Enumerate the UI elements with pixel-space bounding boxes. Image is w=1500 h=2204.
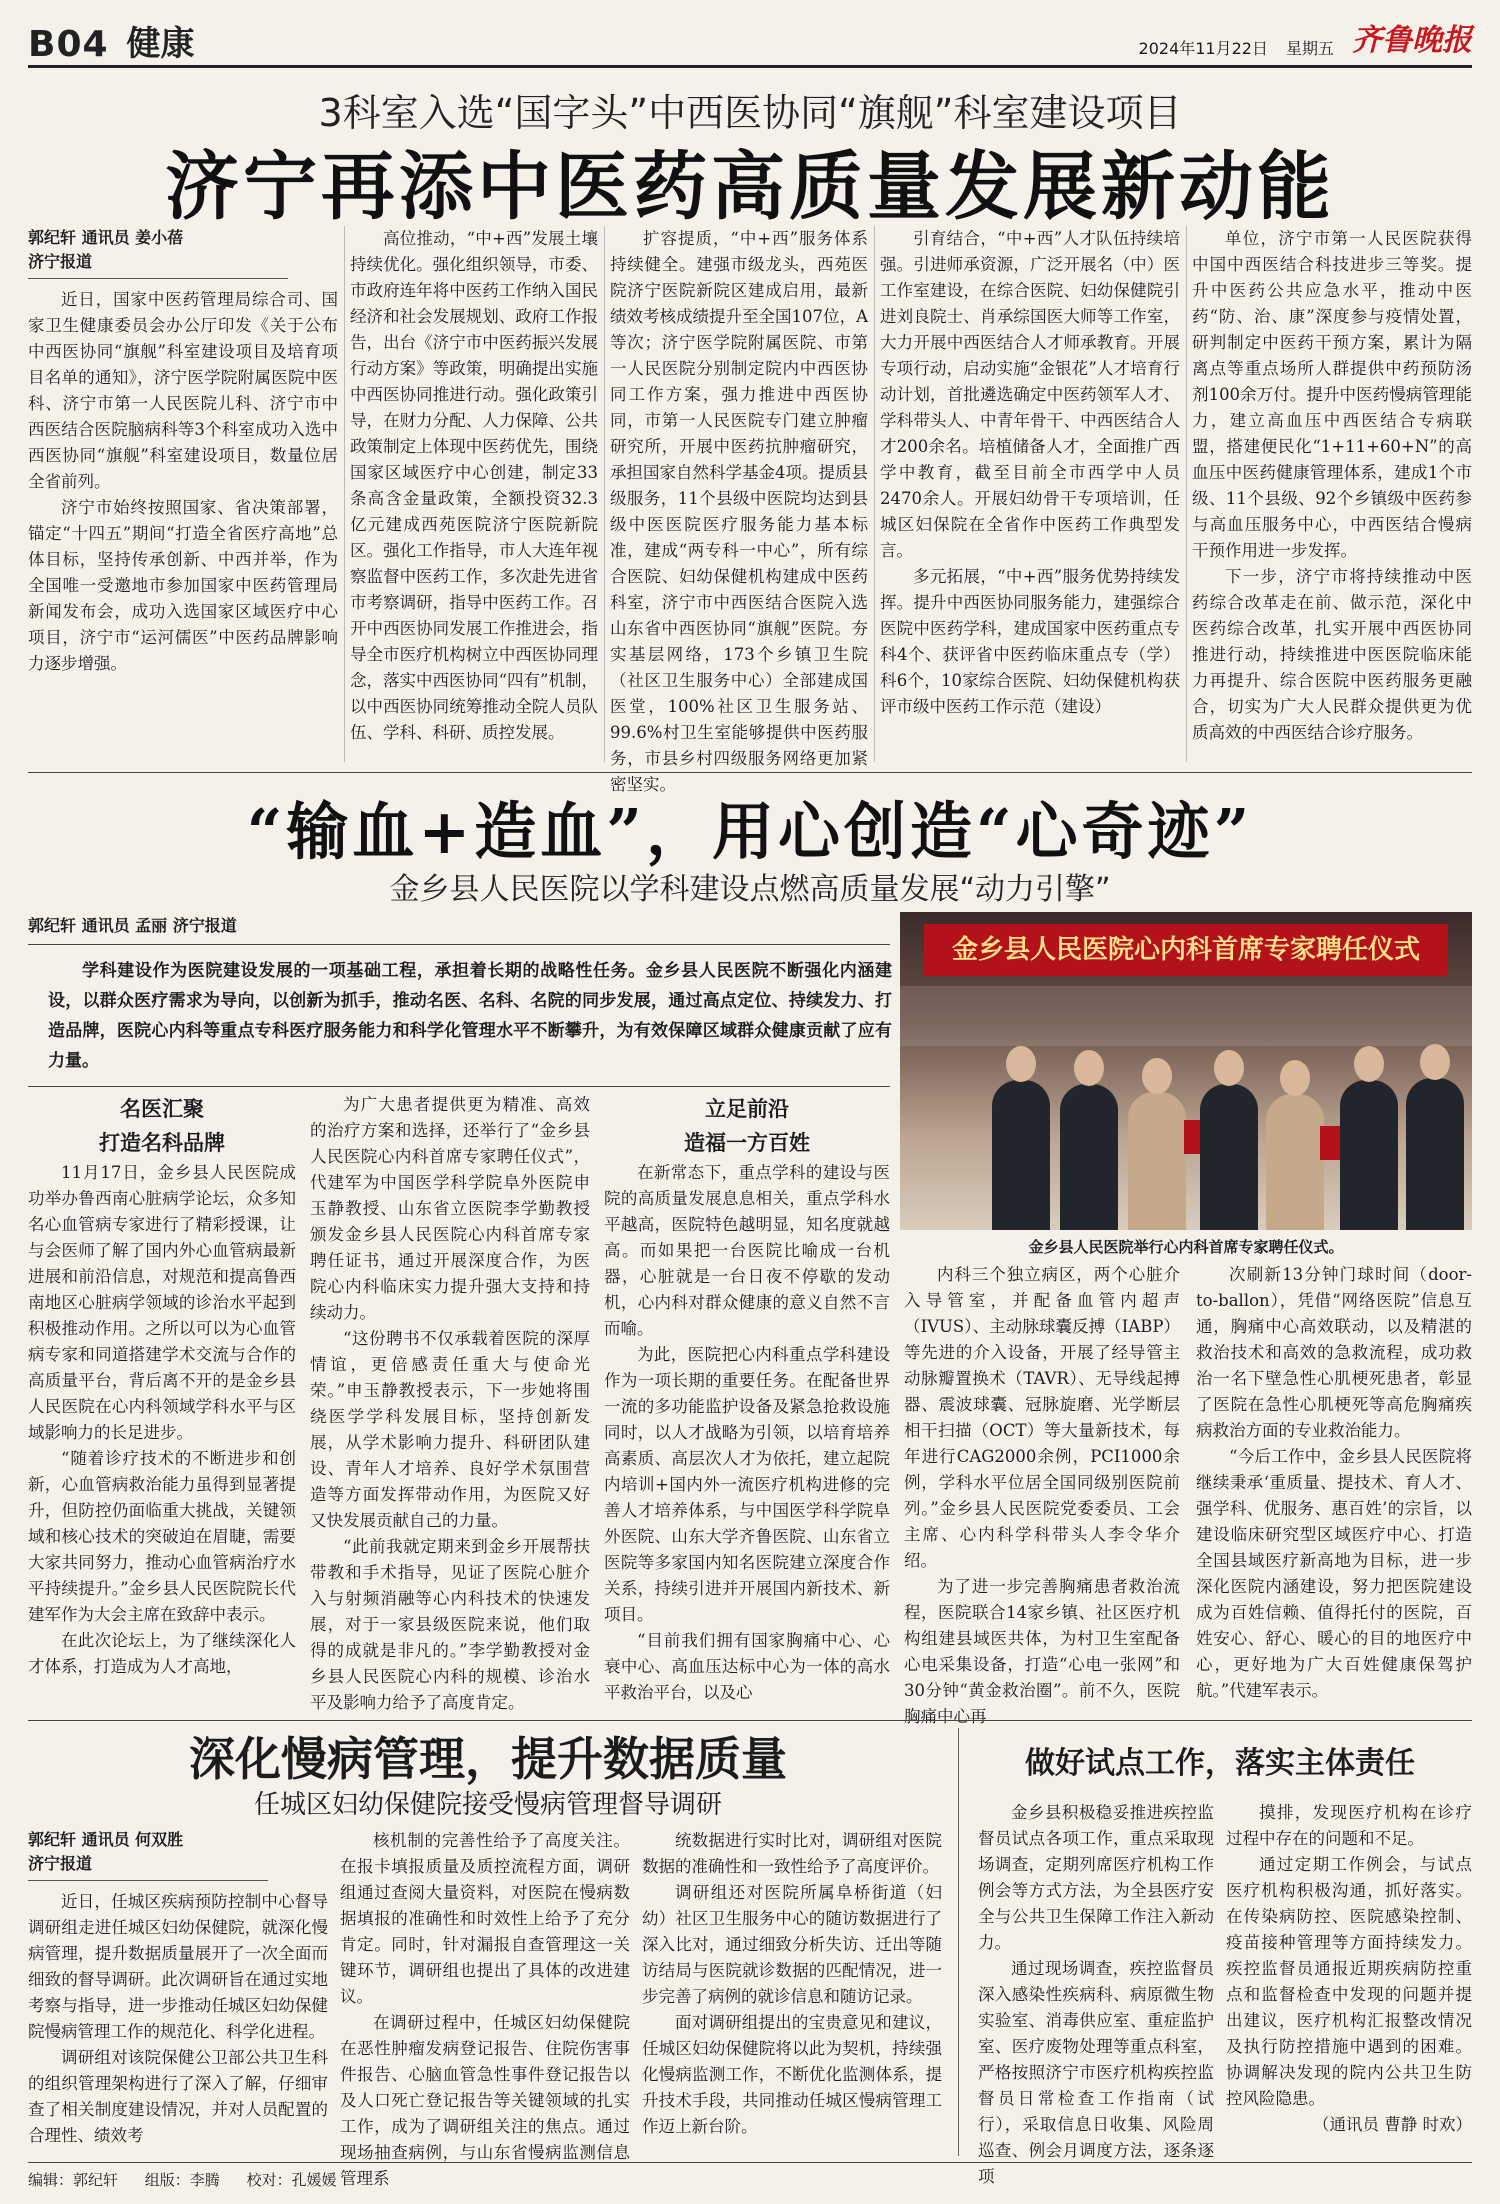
paragraph: 在新常态下，重点学科的建设与医院的高质量发展息息相关，重点学科水平越高，医院特色越明显，知名度就越高。而如果把一台医院比喻成一台机器，心脏就是一台日夜不停歇的发动机，心内科对群众健康的意义自然不言而喻。 <box>604 1163 890 1338</box>
paragraph: 内科三个独立病区，两个心脏介入导管室，并配备血管内超声（IVUS）、主动脉球囊反搏（IABP）等先进的介入设备，开展了经导管主动脉瓣置换术（TAVR）、无导线起搏器、震波球囊、冠脉旋磨、光学断层相干扫描（OCT）等大量新技术，每年进行CAG2000余例，PCI1000余例，学科水平位居全国同级别医院前列。”金乡县人民医院党委委员、工会主席、心内科学科带头人李令华介绍。 <box>904 1265 1180 1570</box>
article2-column-3 <box>604 1092 890 1712</box>
paragraph: “目前我们拥有国家胸痛中心、心衰中心、高血压达标中心为一体的高水平救治平台，以及心 <box>604 1631 890 1702</box>
article1-byline: 郭纪轩 通讯员 姜小蓓 <box>28 228 184 247</box>
person-figure <box>1266 1094 1324 1230</box>
article3-column-1 <box>28 1828 328 2156</box>
article1-column-5 <box>1192 226 1472 766</box>
section-title: 健康 <box>126 24 195 64</box>
brand-logo: 齐鲁晚报 <box>1352 23 1472 58</box>
paragraph: 调研组还对医院所属阜桥街道（妇幼）社区卫生服务中心的随访数据进行了深入比对，通过细致分析失访、迁出等随访结局与医院就诊数据的匹配情况，进一步完善了病例的就诊信息和随访记录。 <box>642 1883 942 2006</box>
paragraph: 为此，医院把心内科重点学科建设作为一项长期的重要任务。在配备世界一流的多功能监护设备及紧急抢救设施同时，以人才战略为引领，以培育培养高素质、高层次人才为依托，建立起院内培训+国内外一流医疗机构进修的完善人才培养体系，与中国医学科学院阜外医院、山东大学齐鲁医院、山东省立医院等多家国内知名医院建立深度合作关系，持续引进并开展国内新技术、新项目。 <box>604 1345 890 1624</box>
article4-headline: 做好试点工作，落实主体责任 <box>1025 1746 1415 1781</box>
article2-column-2 <box>310 1092 590 1712</box>
paragraph: 多元拓展，“中+西”服务优势持续发挥。提升中西医协同服务能力，建强综合医院中医药学科，建成国家中医药重点专科4个、获评省中医药临床重点专（学）科6个，10家综合医院、妇幼保健机构获评市级中医药工作示范（建设） <box>880 567 1180 716</box>
footer-proof: 校对：孔媛媛 <box>246 2171 337 2189</box>
article1-column-1 <box>28 226 338 766</box>
masthead <box>28 8 1472 68</box>
paragraph: 在调研过程中，任城区妇幼保健院在恶性肿瘤发病登记报告、住院伤害事件报告、心脑血管急性事件登记报告以及人口死亡登记报告等关键领域的扎实工作，成为了调研组关注的焦点。通过现场抽查病例，与山东省慢病监测信息管理系 <box>340 2013 630 2188</box>
paragraph: 济宁市始终按照国家、省决策部署，锚定“十四五”期间“打造全省医疗高地”总体目标，坚持传承创新、中西并举，作为全国唯一受邀地市参加国家中医药管理局新闻发布会，成功入选国家区域医疗中心项目，济宁市“运河儒医”中医药品牌影响力逐步增强。 <box>28 498 338 673</box>
person-figure <box>1128 1092 1186 1230</box>
section-heading: 打造名科品牌 <box>99 1131 225 1155</box>
paragraph: 通过现场调查，疾控监督员深入感染性疾病科、病原微生物实验室、消毒供应室、重症监护室、医疗废物处理等重点科室，严格按照济宁市医疗机构疾控监督员日常检查工作指南（试行），采取信息日收集、风险周巡查、例会月调度方法，逐条逐项 <box>978 1959 1214 2186</box>
paragraph: 高位推动，“中+西”发展土壤持续优化。强化组织领导，市委、市政府连年将中医药工作纳入国民经济和社会发展规划、政府工作报告，出台《济宁市中医药振兴发展行动方案》等政策，明确提出实施中西医协同推进行动。强化政策引导，在财力分配、人力保障、公共政策制定上体现中医药优先，围绕国家区域医疗中心创建，制定33条高含金量政策，全额投资32.3亿元建成西苑医院济宁医院新院区。强化工作指导，市人大连年视察监督中医药工作，多次赴先进省市考察调研，指导中医药工作。召开中西医协同发展工作推进会，指导全市医疗机构树立中西医协同理念，落实中西医协同“四有”机制，以中西医协同统筹推动全院人员队伍、学科、科研、质控发展。 <box>350 229 598 742</box>
paragraph: 下一步，济宁市将持续推动中医药综合改革走在前、做示范，深化中医药综合改革，扎实开展中西医协同推进行动，持续推进中医医院临床能力再提升、综合医院中医药服务更融合，切实为广大人民群众提供更为优质高效的中西医结合诊疗服务。 <box>1192 567 1472 742</box>
article2-subtitle: 金乡县人民医院以学科建设点燃高质量发展“动力引擎” <box>389 872 1111 907</box>
column-divider <box>1186 226 1187 762</box>
paragraph: 核机制的完善性给予了高度关注。在报卡填报质量及质控流程方面，调研组通过查阅大量资料，对医院在慢病数据填报的准确性和时效性上给予了充分肯定。同时，针对漏报自查管理这一关键环节，调研组也提出了具体的改进建议。 <box>340 1831 630 2006</box>
paragraph: 引育结合，“中+西”人才队伍持续培强。引进师承资源，广泛开展名（中）医工作室建设，在综合医院、妇幼保健院引进刘良院士、肖承综国医大师等工作室，大力开展中西医结合人才师承教育。开展专项行动，启动实施“金银花”人才培育行动计划，首批遴选确定中医药领军人才、学科带头人、中青年骨干、中西医结合人才200余名。培植储备人才，全面推广西学中教育，截至目前全市西学中人员2470余人。开展妇幼骨干专项培训，任城区妇保院在全省作中医药工作典型发言。 <box>880 229 1180 560</box>
section-heading: 名医汇聚 <box>120 1097 204 1121</box>
paragraph: “随着诊疗技术的不断进步和创新，心血管病救治能力虽得到显著提升，但防控仍面临重大挑战，关键领域和核心技术的突破迫在眉睫，需要大家共同努力，推动心血管病治疗水平持续提升。”金乡县人民医院院长代建军作为大会主席在致辞中表示。 <box>28 1449 296 1624</box>
paragraph: 为了进一步完善胸痛患者救治流程，医院联合14家乡镇、社区医疗机构组建县域医共体，为村卫生室配备心电采集设备，打造“心电一张网”和30分钟“黄金救治圈”。前不久，医院胸痛中心再 <box>904 1577 1180 1726</box>
paragraph: 摸排，发现医疗机构在诊疗过程中存在的问题和不足。 <box>1226 1803 1472 1848</box>
paragraph: “今后工作中，金乡县人民医院将继续秉承‘重质量、提技术、育人才、强学科、优服务、惠百姓’的宗旨，以建设临床研究型区域医疗中心、打造全国县域医疗新高地为目标，进一步深化医院内涵建设，努力把医院建设成为百姓信赖、值得托付的医院，百姓安心、舒心、暖心的目的地医疗中心，更好地为广大百姓健康保驾护航。”代建军表示。 <box>1196 1447 1472 1700</box>
paragraph: 11月17日，金乡县人民医院成功举办鲁西南心脏病学论坛，众多知名心血管病专家进行了精彩授课，让与会医师了解了国内外心血管病最新进展和前沿信息，对规范和提高鲁西南地区心脏病学领域的诊治水平起到积极推动作用。之所以可以为心血管病专家和同道搭建学术交流与合作的高质量平台，背后离不开的是金乡县人民医院在心内科领域学科水平与区域影响力的长足进步。 <box>28 1163 296 1442</box>
article2-lede: 学科建设作为医院建设发展的一项基础工程，承担着长期的战略性任务。金乡县人民医院不断强化内涵建设，以群众医疗需求为导向，以创新为抓手，推动名医、名科、名院的同步发展，通过高点定位、持续发力、打造品牌，医院心内科等重点专科医疗服务能力和科学化管理水平不断攀升，为有效保障区域群众健康贡献了应有力量。 <box>48 961 892 1071</box>
paragraph: 近日，国家中医药管理局综合司、国家卫生健康委员会办公厅印发《关于公布中西医协同“旗舰”科室建设项目及培育项目名单的通知》，济宁医学院附属医院中医科、济宁市第一人民医院儿科、济宁市中西医结合医院脑病科等3个科室成功入选中西医协同“旗舰”科室建设项目，数量位居全省前列。 <box>28 290 338 491</box>
paragraph: 统数据进行实时比对，调研组对医院数据的准确性和一致性给予了高度评价。 <box>642 1831 942 1876</box>
author-credit: （通讯员 曹静 时欢） <box>1313 2115 1472 2134</box>
column-divider <box>958 1728 959 2156</box>
article1-column-3 <box>610 226 868 794</box>
section-heading: 立足前沿 <box>705 1097 789 1121</box>
footer-layout: 组版：李腾 <box>144 2171 220 2189</box>
column-divider <box>344 226 345 762</box>
page-number: B04 <box>28 24 109 65</box>
article1-kicker: 3科室入选“国字头”中西医协同“旗舰”科室建设项目 <box>318 91 1182 135</box>
article2-headline: “输血+造血”，用心创造“心奇迹” <box>246 795 1254 868</box>
issue-date: 2024年11月22日 <box>1138 39 1268 58</box>
paragraph: 近日，任城区疾病预防控制中心督导调研组走进任城区妇幼保健院，就深化慢病管理，提升数据质量展开了一次全面而细致的督导调研。此次调研旨在通过实地考察与指导，进一步推动任城区妇幼保健院慢病管理工作的规范化、科学化进程。 <box>28 1892 328 2041</box>
article2-byline: 郭纪轩 通讯员 孟丽 济宁报道 <box>28 916 237 935</box>
article3-dateline: 济宁报道 <box>28 1852 268 1881</box>
article2-column-4 <box>904 1262 1180 1726</box>
paragraph: 调研组对该院保健公卫部公共卫生科的组织管理架构进行了深入了解，仔细审查了相关制度建设情况，并对人员配置的合理性、绩效考 <box>28 2048 328 2145</box>
person-figure <box>1340 1080 1398 1230</box>
article1-column-4 <box>880 226 1180 766</box>
photo-caption: 金乡县人民医院举行心内科首席专家聘任仪式。 <box>1028 1238 1344 1256</box>
article3-column-3 <box>642 1828 942 2156</box>
paragraph: “这份聘书不仅承载着医院的深厚情谊，更倍感责任重大与使命光荣。”申玉静教授表示，下一步她将围绕医学学科发展目标，坚持创新发展，从学术影响力提升、科研团队建设、青年人才培养、良好学术氛围营造等方面发挥带动作用，为医院又好又快发展贡献自己的力量。 <box>310 1329 590 1530</box>
ceiling-lights <box>900 986 1472 1046</box>
paragraph: 为广大患者提供更为精准、高效的治疗方案和选择，还举行了“金乡县人民医院心内科首席专家聘任仪式”，代建军为中国医学科学院阜外医院申玉静教授、山东省立医院李学勤教授颁发金乡县人民医院心内科首席专家聘任证书，通过开展深度合作，为医院心内科临床实力提升强大支持和持续动力。 <box>310 1095 590 1322</box>
article1-column-2 <box>350 226 598 766</box>
section-heading: 造福一方百姓 <box>684 1131 810 1155</box>
masthead-right <box>1139 15 1472 65</box>
article4-column-1 <box>978 1800 1214 2186</box>
article4-column-2 <box>1226 1800 1472 2156</box>
paragraph: 金乡县积极稳妥推进疾控监督员试点各项工作，重点采取现场调查，定期列席医疗机构工作例会等方式方法，为全县医疗安全与公共卫生保障工作注入新动力。 <box>978 1803 1214 1952</box>
paragraph: 次刷新13分钟门球时间（door-to-ballon），凭借“网络医院”信息互通，胸痛中心高效联动，以及精湛的救治技术和高效的急救流程，成功救治一名下壁急性心肌梗死患者，彰显了医院在急性心肌梗死等高危胸痛疾病救治方面的专业救治能力。 <box>1196 1265 1472 1440</box>
article3-byline: 郭纪轩 通讯员 何双胜 <box>28 1830 184 1849</box>
paragraph: 扩容提质，“中+西”服务体系持续健全。建强市级龙头，西苑医院济宁医院新院区建成启用，最新绩效考核成绩提升至全国107位，A等次；济宁医学院附属医院、市第一人民医院分别制定院内中西医协同工作方案，强力推进中西医协同，市第一人民医院专门建立肿瘤研究所，开展中医药抗肿瘤研究，承担国家自然科学基金4项。提质县级服务，11个县级中医院均达到县级中医医院医疗服务能力基本标准，建成“两专科一中心”，所有综合医院、妇幼保健机构建成中医药科室，济宁市中西医结合医院入选山东省中西医协同“旗舰”医院。夯实基层网络，173个乡镇卫生院（社区卫生服务中心）全部建成国医堂，100%社区卫生服务站、99.6%村卫生室能够提供中医药服务，市县乡村四级服务网络更加紧密坚实。 <box>610 229 868 794</box>
section-divider <box>28 1720 1472 1721</box>
person-figure <box>1406 1078 1464 1230</box>
person-figure <box>992 1080 1050 1230</box>
paragraph: 面对调研组提出的宝贵意见和建议，任城区妇幼保健院将以此为契机，持续强化慢病监测工作，不断优化监测体系，提升技术手段，共同推动任城区慢病管理工作迈上新台阶。 <box>642 2013 942 2136</box>
article1-dateline: 济宁报道 <box>28 250 288 279</box>
column-divider <box>604 226 605 762</box>
article2-column-5 <box>1196 1262 1472 1712</box>
section-divider <box>28 772 1472 773</box>
photo-banner: 金乡县人民医院心内科首席专家聘任仪式 <box>924 924 1448 976</box>
article3-column-2 <box>340 1828 630 2188</box>
paragraph: 单位，济宁市第一人民医院获得中国中西医结合科技进步三等奖。提升中医药公共应急水平，推动中医药“防、治、康”深度参与疫情处置，研判制定中医药干预方案，累计为隔离点等重点场所人群提供中药预防汤剂100余万付。提升中医药慢病管理能力，建立高血压中西医结合专病联盟，搭建便民化“1+11+60+N”的高血压中医药健康管理体系，建成1个市级、11个县级、92个乡镇级中医药参与高血压服务中心，中西医结合慢病干预作用进一步发挥。 <box>1192 229 1472 560</box>
byline-rule <box>28 944 890 945</box>
page-footer <box>28 2162 1472 2190</box>
article2-column-1 <box>28 1092 296 1712</box>
person-figure <box>1060 1084 1118 1230</box>
person-figure <box>1200 1084 1258 1230</box>
article2-byline-row <box>28 914 898 942</box>
column-divider <box>874 226 875 762</box>
paragraph: “此前我就定期来到金乡开展帮扶带教和手术指导，见证了医院心脏介入与射频消融等心内科技术的快速发展，对于一家县级医院来说，他们取得的成就是非凡的。”李学勤教授对金乡县人民医院心内科的规模、诊治水平及影响力给予了高度肯定。 <box>310 1537 590 1712</box>
article3-headline: 深化慢病管理，提升数据质量 <box>189 1732 787 1786</box>
article1-headline: 济宁再添中医药高质量发展新动能 <box>165 144 1335 230</box>
article3-header <box>28 1730 948 1822</box>
ceremony-photo <box>900 912 1472 1230</box>
paragraph: 通过定期工作例会，与试点医疗机构积极沟通，抓好落实。在传染病防控、医院感染控制、疫苗接种管理等方面持续发力。疾控监督员通报近期疾病防控重点和监督检查中发现的问题并提出建议，医疗机构汇报整改情况及执行防控措施中遇到的困难。协调解决发现的院内公共卫生防控风险隐患。 <box>1226 1855 1472 2108</box>
weekday: 星期五 <box>1285 39 1334 58</box>
paragraph: 在此次论坛上，为了继续深化人才体系，打造成为人才高地， <box>28 1631 296 1676</box>
footer-editor: 编辑：郭纪轩 <box>28 2171 119 2189</box>
lede-rule <box>28 1086 890 1087</box>
article3-subtitle: 任城区妇幼保健院接受慢病管理督导调研 <box>253 1790 722 1820</box>
